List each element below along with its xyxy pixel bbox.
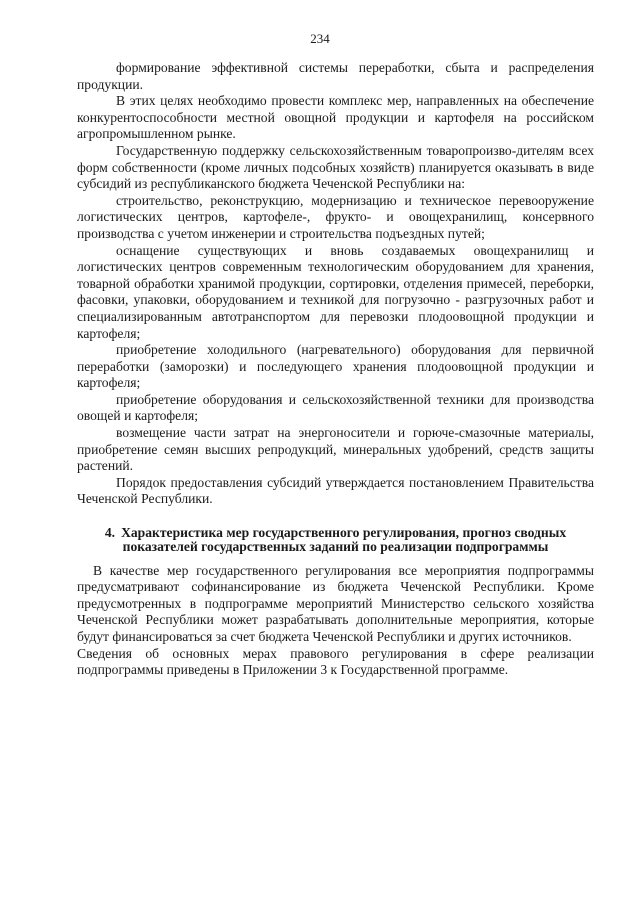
paragraph: Порядок предоставления субсидий утверждается постановлением Правительства Чеченской Республики. [77, 474, 594, 507]
list-item: строительство, реконструкцию, модернизацию и техническое перевооружение логистических центров, картофеле-, фрукто- и овощехранилищ, консервного производства с учетом инженерии и строительства подъездных путей; [77, 192, 594, 241]
list-item: возмещение части затрат на энергоносители и горюче-смазочные материалы, приобретение семян высших репродукций, минеральных удобрений, средств защиты растений. [77, 425, 594, 474]
list-item: приобретение оборудования и сельскохозяйственной техники для производства овощей и картофеля; [77, 391, 594, 424]
paragraph: формирование эффективной системы переработки, сбыта и распределения продукции. [77, 60, 594, 92]
list-item: приобретение холодильного (нагревательного) оборудования для первичной переработки (заморозки) и последующего хранения плодоовощной продукции и картофеля; [77, 342, 594, 391]
paragraph: Государственную поддержку сельскохозяйственным товаропроизво-дителям всех форм собственности (кроме личных подсобных хозяйств) планируется оказывать в виде субсидий из республиканского бюджета Чеченской Республики на: [77, 142, 594, 192]
section-number: 4. [104, 525, 116, 541]
paragraph: В этих целях необходимо провести комплекс мер, направленных на обеспечение конкурентоспособности местной овощной продукции и картофеля на российском агропромышленном рынке. [77, 93, 594, 142]
section-title: Характеристика мер государственного регулирования, прогноз сводных показателей государственных заданий по реализации подпрограммы [121, 525, 567, 554]
list-item: оснащение существующих и вновь создаваемых овощехранилищ и логистических центров современным технологическим оборудованием для хранения, товарной обработки хранимой продукции, сортировки, отделения примесей, переборки, фасовки, упаковки, оборудованием и техникой для погрузочно - разгрузочных работ и специализированным автотранспортом для перевозки плодоовощной продукции и картофеля; [77, 242, 594, 341]
paragraph: Сведения об основных мерах правового регулирования в сфере реализации подпрограммы приведены в Приложении 3 к Государственной программе. [77, 645, 594, 678]
paragraph: В качестве мер государственного регулирования все мероприятия подпрограммы предусматривают софинансирование из бюджета Чеченской Республики. Кроме предусмотренных в подпрограмме мероприятий Министерство сельского хозяйства Чеченской Республики может разрабатывать дополнительные мероприятия, которые будут финансироваться за счет бюджета Чеченской Республики и других источников. [77, 562, 594, 644]
page-number: 234 [310, 31, 330, 46]
page-content [77, 60, 594, 679]
section-heading [77, 526, 594, 554]
